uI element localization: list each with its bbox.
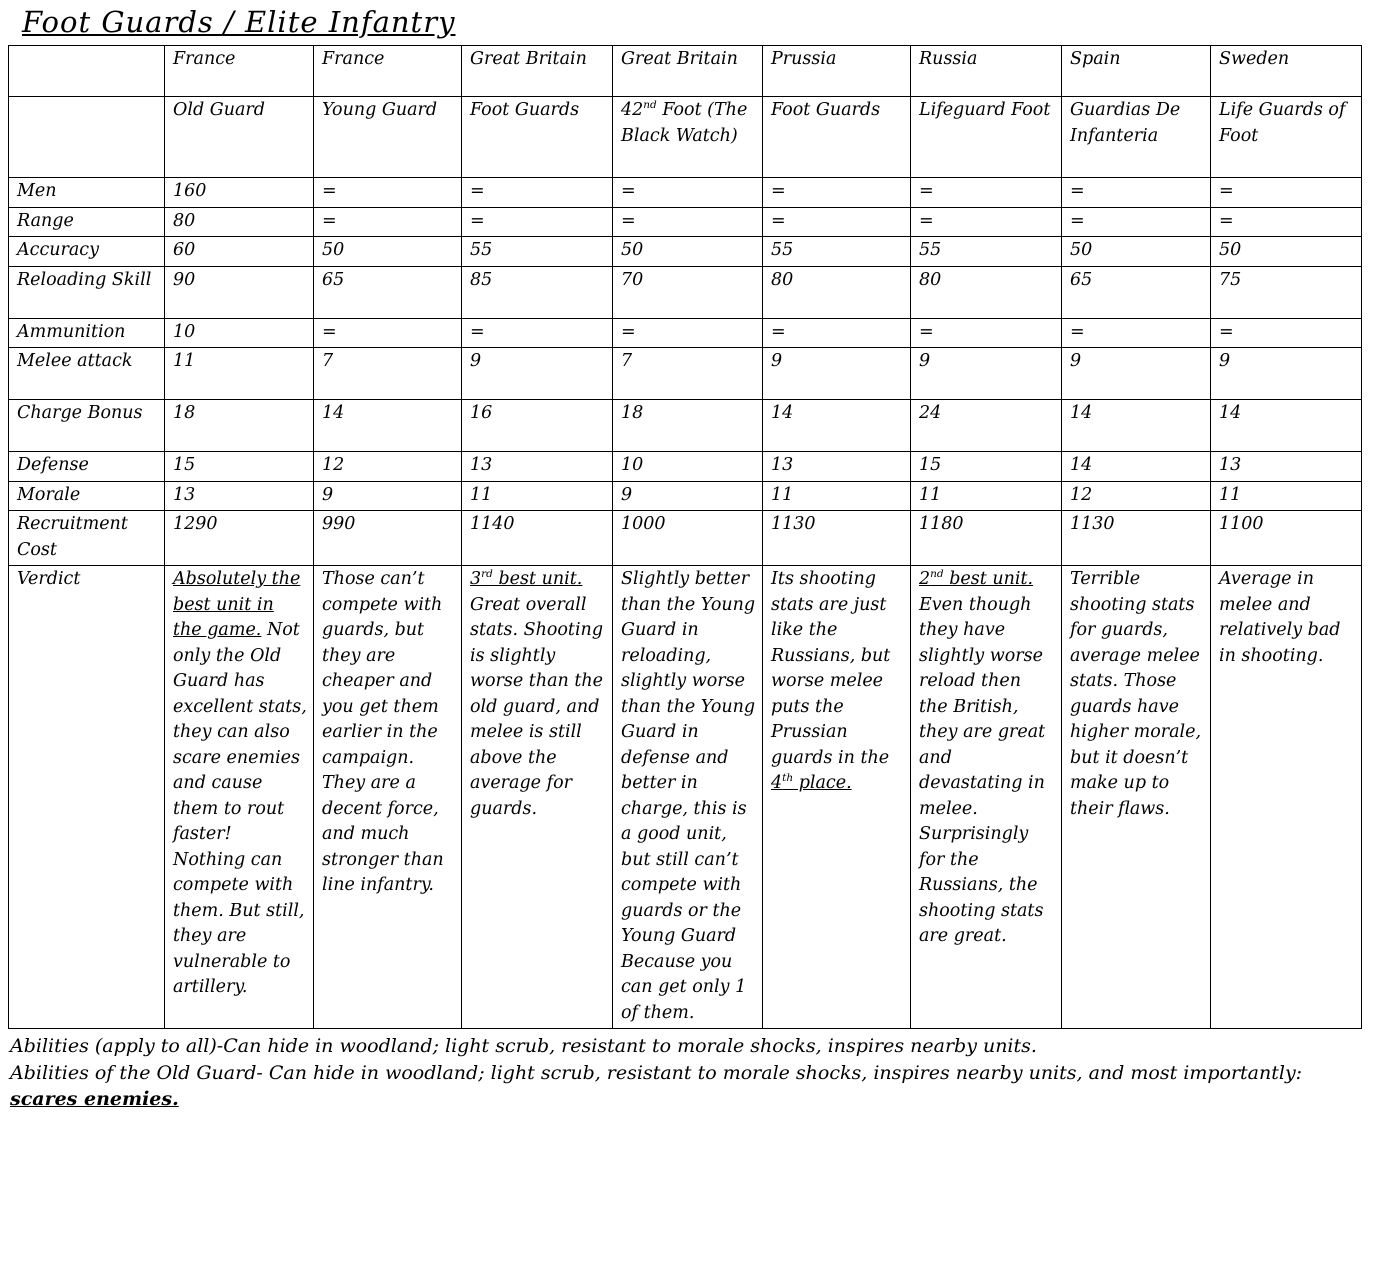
stat-value-cell: 16 [462, 400, 613, 452]
text-segment: 4 [771, 773, 783, 793]
stat-value-cell: 1000 [613, 511, 763, 566]
unit-name-cell [1211, 97, 1362, 178]
stat-value-cell: 14 [1062, 452, 1211, 482]
country-header-cell: Spain [1062, 46, 1211, 97]
stat-row-label: Ammunition [9, 318, 165, 348]
text-segment: place. [793, 773, 852, 793]
stat-value-cell: 160 [165, 178, 314, 208]
stat-value-cell: 60 [165, 237, 314, 267]
stat-value-cell: 85 [462, 266, 613, 318]
stat-value-cell: 1140 [462, 511, 613, 566]
text-segment: best unit. [492, 569, 583, 589]
text-segment: Foot (The Black Watch) [621, 100, 748, 146]
stat-value-cell: 50 [1062, 237, 1211, 267]
stat-row [9, 266, 1362, 318]
text-segment: rd [481, 568, 493, 581]
stat-value-cell: 9 [763, 348, 911, 400]
stat-row-label: Melee attack [9, 348, 165, 400]
text-segment: Absolutely the best unit in the game. [173, 569, 301, 640]
stat-value-cell: 90 [165, 266, 314, 318]
stat-value-cell: 15 [911, 452, 1062, 482]
stat-value-cell: 18 [613, 400, 763, 452]
country-header-cell: Prussia [763, 46, 911, 97]
stat-value-cell: 10 [613, 452, 763, 482]
stat-value-cell: 24 [911, 400, 1062, 452]
scares-enemies-note: scares enemies. [10, 1088, 179, 1110]
stat-value-cell: 11 [165, 348, 314, 400]
stat-value-cell: 1130 [1062, 511, 1211, 566]
stat-value-cell: 65 [1062, 266, 1211, 318]
text-segment: best unit. [943, 569, 1034, 589]
unit-name-cell [165, 97, 314, 178]
country-header-cell: Sweden [1211, 46, 1362, 97]
text-segment: Terrible shooting stats for guards, average melee stats. Those guards have higher morale, but it doesn’t make up to their flaws. [1070, 569, 1202, 819]
text-segment: 42 [621, 100, 644, 120]
text-segment: Average in melee and relatively bad in shooting. [1219, 569, 1341, 666]
country-header-cell: Russia [911, 46, 1062, 97]
stat-value-cell: 80 [165, 207, 314, 237]
stat-value-cell: 55 [763, 237, 911, 267]
stat-value-cell: = [613, 178, 763, 208]
stat-value-cell: 65 [314, 266, 462, 318]
text-segment: Foot Guards [771, 100, 881, 120]
stat-row [9, 207, 1362, 237]
unit-name-cell [462, 97, 613, 178]
stat-value-cell: 9 [613, 481, 763, 511]
stat-value-cell: 10 [165, 318, 314, 348]
underlined-phrase [470, 569, 582, 589]
stat-value-cell: = [1211, 318, 1362, 348]
stat-value-cell: = [1211, 178, 1362, 208]
stat-value-cell: 9 [314, 481, 462, 511]
text-segment: Slightly better than the Young Guard in reloading, slightly worse than the Young Guard in defense and better in charge, this is a good unit, but still can’t compete with guards or the Young Guard Because you can get only 1 of them. [621, 569, 756, 1023]
stat-row [9, 481, 1362, 511]
stat-value-cell: = [462, 178, 613, 208]
verdict-cell [911, 566, 1062, 1029]
text-segment: Those can’t compete with guards, but they are cheaper and you get them earlier in the campaign. They are a decent force, and much stronger than line infantry. [322, 569, 444, 895]
stat-value-cell: 1180 [911, 511, 1062, 566]
verdict-cell [763, 566, 911, 1029]
text-segment: Not only the Old Guard has excellent stats, they can also scare enemies and cause them to rout faster! Nothing can compete with them. But still, they are vulnerable to artillery. [173, 620, 307, 997]
text-segment: Lifeguard Foot [919, 100, 1051, 120]
stat-value-cell: = [1062, 318, 1211, 348]
verdict-cell [1211, 566, 1362, 1029]
stat-value-cell: 13 [462, 452, 613, 482]
text-segment: 2 [919, 569, 931, 589]
stat-value-cell: 11 [763, 481, 911, 511]
stat-value-cell: = [314, 207, 462, 237]
stat-row [9, 318, 1362, 348]
stat-value-cell: 13 [165, 481, 314, 511]
stat-value-cell: = [462, 207, 613, 237]
verdict-row-label: Verdict [9, 566, 165, 1029]
stat-value-cell: = [314, 318, 462, 348]
unit-name-row [9, 97, 1362, 178]
stat-value-cell: 7 [613, 348, 763, 400]
text-segment: th [782, 772, 794, 785]
stat-value-cell: 11 [462, 481, 613, 511]
stat-value-cell: 1100 [1211, 511, 1362, 566]
stat-value-cell: 14 [1062, 400, 1211, 452]
stat-value-cell: = [613, 207, 763, 237]
text-segment: Even though they have slightly worse reload then the British, they are great and devastating in melee. Surprisingly for the Russians, the shooting stats are great. [919, 594, 1046, 946]
stat-row [9, 511, 1362, 566]
text-segment: Old Guard [173, 100, 265, 120]
stat-value-cell: = [763, 318, 911, 348]
stat-value-cell: 12 [1062, 481, 1211, 511]
country-header-cell: France [165, 46, 314, 97]
stat-value-cell: = [1062, 178, 1211, 208]
abilities-all-line: Abilities (apply to all)-Can hide in woodland; light scrub, resistant to morale shocks, inspires nearby units. [10, 1035, 1037, 1057]
stat-value-cell: = [911, 207, 1062, 237]
verdict-cell [1062, 566, 1211, 1029]
text-segment: Life Guards of Foot [1219, 100, 1346, 146]
stat-value-cell: = [763, 178, 911, 208]
stat-value-cell: 75 [1211, 266, 1362, 318]
verdict-row [9, 566, 1362, 1029]
stat-row [9, 348, 1362, 400]
text-segment: Young Guard [322, 100, 438, 120]
stat-value-cell: = [763, 207, 911, 237]
stat-value-cell: = [1062, 207, 1211, 237]
underlined-phrase [771, 773, 852, 793]
stat-row-label: Morale [9, 481, 165, 511]
unit-stats-table [8, 45, 1362, 1029]
stat-row-label: Accuracy [9, 237, 165, 267]
verdict-cell [314, 566, 462, 1029]
stat-value-cell: 11 [911, 481, 1062, 511]
text-segment: Foot Guards [470, 100, 580, 120]
stat-value-cell: 990 [314, 511, 462, 566]
stat-value-cell: 80 [763, 266, 911, 318]
text-segment: nd [643, 99, 657, 112]
stat-value-cell: = [462, 318, 613, 348]
stat-value-cell: 12 [314, 452, 462, 482]
stat-row-label: Charge Bonus [9, 400, 165, 452]
abilities-old-guard-line: Abilities of the Old Guard- Can hide in woodland; light scrub, resistant to morale shocks, inspires nearby units, and most importantly: [10, 1061, 1303, 1084]
text-segment: nd [930, 568, 944, 581]
verdict-cell [462, 566, 613, 1029]
stat-value-cell: 50 [613, 237, 763, 267]
country-header-row [9, 46, 1362, 97]
stat-value-cell: = [911, 178, 1062, 208]
verdict-cell [165, 566, 314, 1029]
stat-value-cell: 1290 [165, 511, 314, 566]
stat-value-cell: 55 [911, 237, 1062, 267]
stat-value-cell: 9 [1211, 348, 1362, 400]
unit-name-cell [763, 97, 911, 178]
stat-value-cell: = [613, 318, 763, 348]
stat-value-cell: 15 [165, 452, 314, 482]
stat-row-label: Reloading Skill [9, 266, 165, 318]
document-title: Foot Guards / Elite Infantry [22, 5, 456, 39]
stat-value-cell: = [314, 178, 462, 208]
stat-row [9, 237, 1362, 267]
country-header-cell: Great Britain [613, 46, 763, 97]
stat-value-cell: 13 [1211, 452, 1362, 482]
unit-name-cell [613, 97, 763, 178]
stat-value-cell: 9 [911, 348, 1062, 400]
text-segment: Its shooting stats are just like the Russians, but worse melee puts the Prussian guards in the [771, 569, 891, 768]
text-segment: 3 [470, 569, 482, 589]
stat-row [9, 178, 1362, 208]
stat-value-cell: 13 [763, 452, 911, 482]
stat-value-cell: 70 [613, 266, 763, 318]
stat-value-cell: = [911, 318, 1062, 348]
stat-value-cell: 50 [314, 237, 462, 267]
stat-value-cell: 11 [1211, 481, 1362, 511]
underlined-phrase [919, 569, 1033, 589]
stat-row-label: Recruitment Cost [9, 511, 165, 566]
text-segment: Great overall stats. Shooting is slightly worse than the old guard, and melee is still above the average for guards. [470, 594, 604, 819]
stat-value-cell: 14 [314, 400, 462, 452]
text-segment: Guardias De Infanteria [1070, 100, 1181, 146]
corner-cell [9, 97, 165, 178]
stat-value-cell: 14 [763, 400, 911, 452]
country-header-cell: France [314, 46, 462, 97]
stat-row-label: Men [9, 178, 165, 208]
stat-row-label: Defense [9, 452, 165, 482]
stat-row [9, 400, 1362, 452]
stat-value-cell: 80 [911, 266, 1062, 318]
corner-cell [9, 46, 165, 97]
stat-row [9, 452, 1362, 482]
stat-value-cell: 7 [314, 348, 462, 400]
stat-value-cell: 9 [1062, 348, 1211, 400]
unit-name-cell [911, 97, 1062, 178]
verdict-cell [613, 566, 763, 1029]
unit-name-cell [314, 97, 462, 178]
page-title [0, 0, 1378, 45]
stat-value-cell: 50 [1211, 237, 1362, 267]
stat-value-cell: 18 [165, 400, 314, 452]
stat-value-cell: 1130 [763, 511, 911, 566]
stat-value-cell: 55 [462, 237, 613, 267]
abilities-notes [10, 1033, 1378, 1113]
country-header-cell: Great Britain [462, 46, 613, 97]
stat-value-cell: = [1211, 207, 1362, 237]
unit-name-cell [1062, 97, 1211, 178]
stat-value-cell: 14 [1211, 400, 1362, 452]
stat-row-label: Range [9, 207, 165, 237]
stat-value-cell: 9 [462, 348, 613, 400]
